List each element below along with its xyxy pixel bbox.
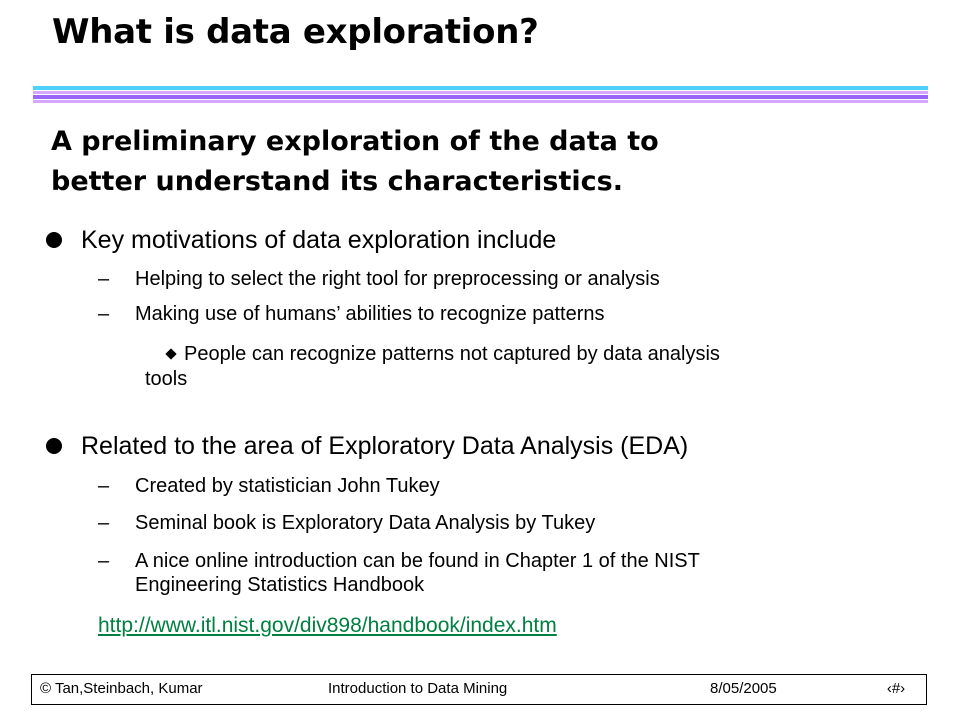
subitem-text: Created by statistician John Tukey	[135, 475, 440, 497]
sub-subitem	[145, 342, 905, 392]
subitem-text: Seminal book is Exploratory Data Analysis by Tukey	[135, 512, 596, 534]
subitem-text: Helping to select the right tool for preprocessing or analysis	[135, 268, 660, 290]
subitem	[98, 267, 660, 291]
bullet-text: Related to the area of Exploratory Data Analysis (EDA)	[81, 432, 689, 460]
footer-copyright: © Tan,Steinbach, Kumar	[40, 680, 203, 697]
subitem	[98, 511, 595, 535]
title-divider-purple	[33, 95, 928, 99]
sub-subitem-line-1: People can recognize patterns not captured by data analysis	[184, 343, 720, 365]
dash-marker: –	[98, 550, 110, 572]
subitem-line-1: A nice online introduction can be found in Chapter 1 of the NIST	[135, 550, 700, 572]
slide-subtitle	[51, 122, 659, 202]
subitem-text: Making use of humans’ abilities to recognize patterns	[135, 303, 605, 325]
footer-page-number: ‹#›	[886, 680, 906, 697]
title-divider-lavender	[33, 91, 928, 94]
bullet-related-eda	[46, 430, 688, 462]
title-divider-cyan	[33, 86, 928, 90]
dash-marker: –	[98, 475, 110, 497]
title-divider-lavender-lower	[33, 100, 928, 103]
nist-handbook-link[interactable]: http://www.itl.nist.gov/div898/handbook/index.htm	[98, 614, 557, 637]
bullet-dot-icon	[46, 232, 62, 248]
diamond-bullet-icon	[165, 348, 176, 359]
subitem	[98, 474, 440, 498]
subtitle-line-1: A preliminary exploration of the data to	[51, 126, 659, 157]
bullet-key-motivations	[46, 224, 556, 256]
bullet-dot-icon	[46, 438, 62, 454]
subitem-text	[135, 549, 700, 597]
subitem-line-2: Engineering Statistics Handbook	[135, 574, 425, 596]
subitem	[98, 302, 605, 326]
dash-marker: –	[98, 268, 110, 290]
footer-date: 8/05/2005	[710, 680, 777, 697]
dash-marker: –	[98, 303, 110, 325]
sub-subitem-line-2: tools	[145, 368, 188, 390]
subitem	[98, 549, 700, 597]
bullet-text: Key motivations of data exploration include	[81, 226, 557, 254]
footer-course-title: Introduction to Data Mining	[328, 680, 508, 697]
subtitle-line-2: better understand its characteristics.	[51, 166, 623, 197]
dash-marker: –	[98, 512, 110, 534]
slide-title: What is data exploration?	[52, 12, 539, 52]
